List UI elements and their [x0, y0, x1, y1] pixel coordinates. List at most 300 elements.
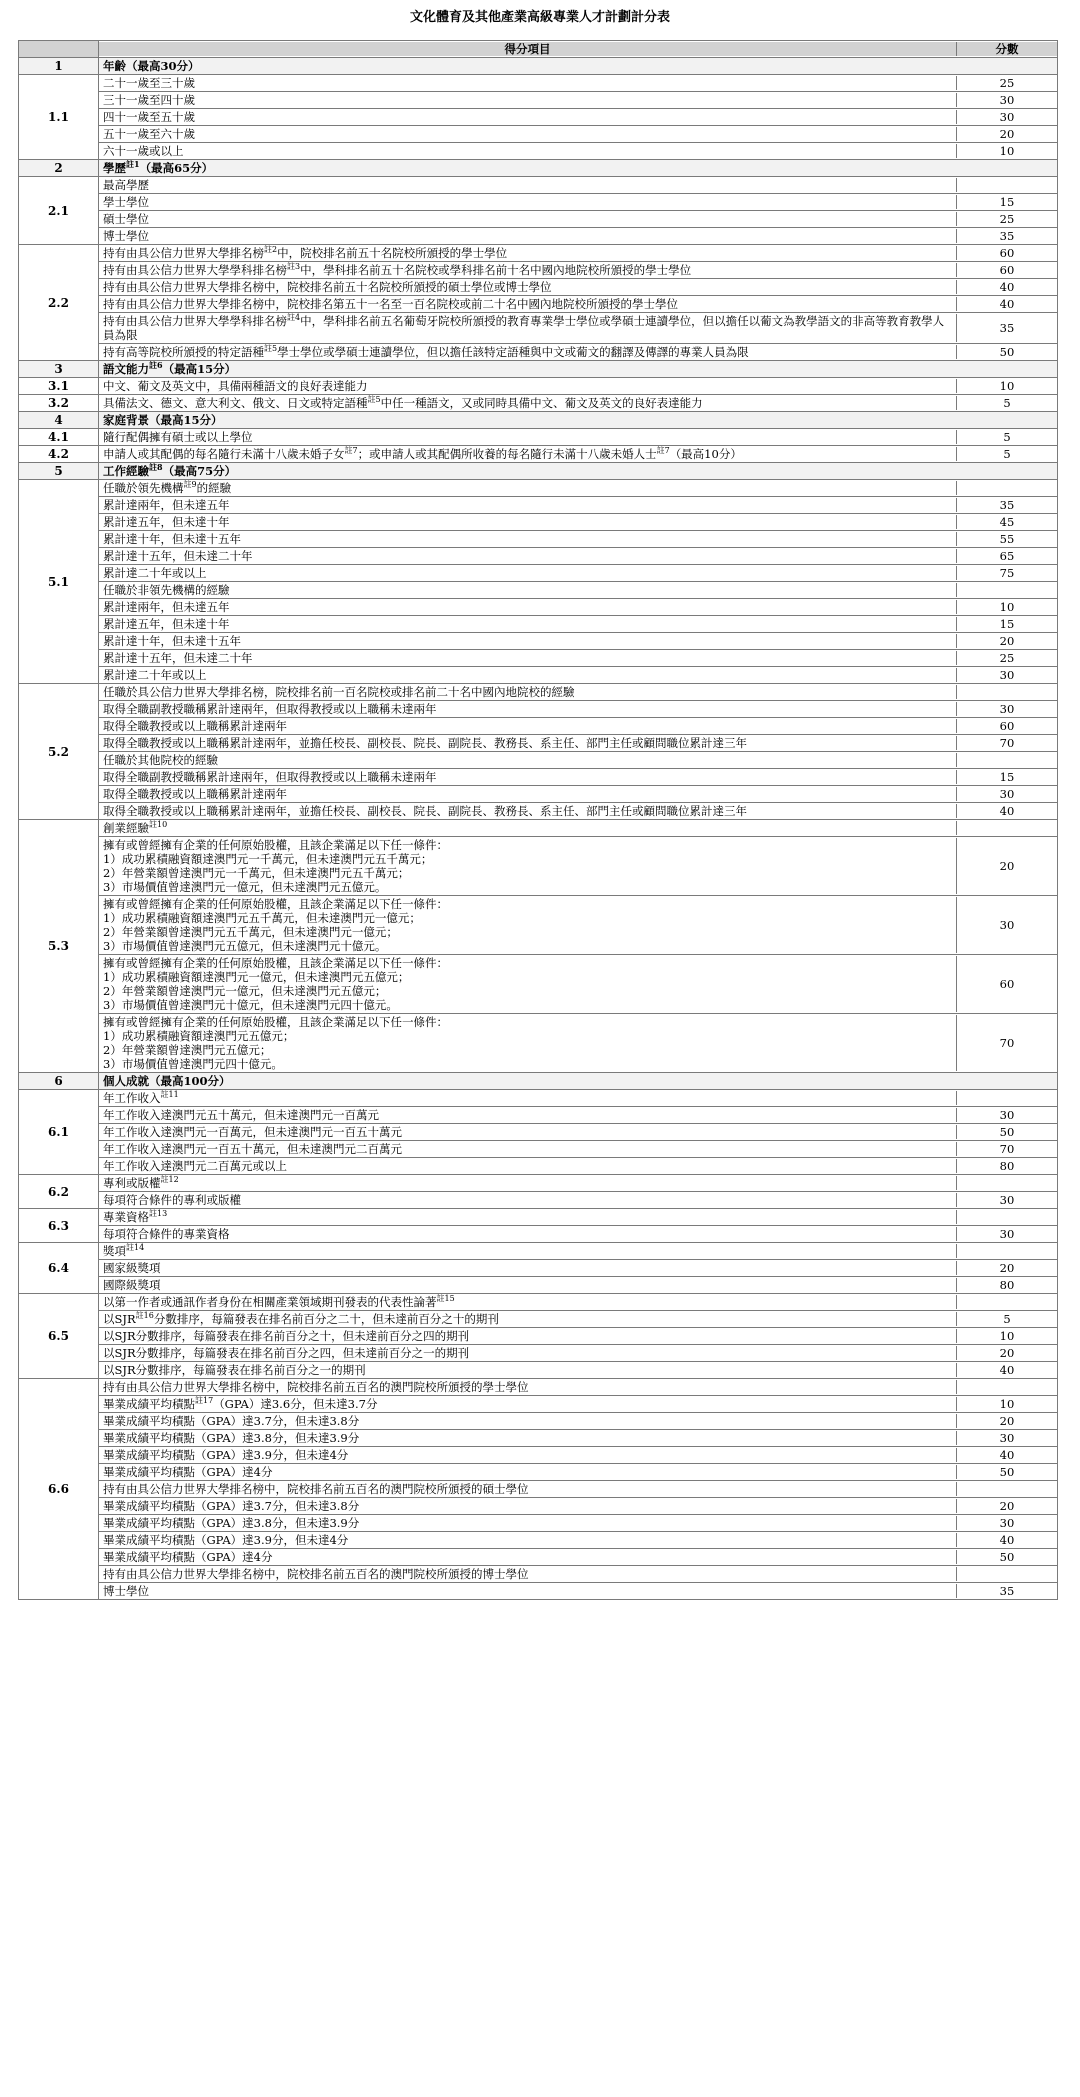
- criteria-line: [99, 1277, 1057, 1293]
- score-cell: 25: [999, 212, 1015, 226]
- item-description: [99, 1363, 957, 1377]
- score-cell: 15: [999, 195, 1015, 209]
- item-number: 6.5: [19, 1294, 99, 1378]
- item-text: 家庭背景（最高15分）: [103, 413, 223, 427]
- item-description: [99, 1142, 957, 1156]
- row-body: [99, 160, 1057, 176]
- item-description: [99, 498, 957, 512]
- item-description: [99, 297, 957, 311]
- item-description: [99, 719, 957, 733]
- criteria-line: [99, 378, 1057, 394]
- score-cell: 70: [999, 1036, 1015, 1050]
- criteria-line: [99, 296, 1057, 313]
- item-text: 畢業成績平均積點（GPA）達3.8分，但未達3.9分: [103, 1431, 360, 1445]
- item-number: 1: [19, 58, 99, 74]
- item-description: [99, 1176, 957, 1190]
- item-description: [99, 804, 957, 818]
- criteria-line: [99, 633, 1057, 650]
- item-text: 持有由具公信力世界大學排名榜中，院校排名前五百名的澳門院校所頒授的博士學位: [103, 1567, 529, 1581]
- item-text: 累計達十年，但未達十五年: [103, 532, 241, 546]
- item-description: [99, 897, 957, 953]
- item-text: 持有由具公信力世界大學排名榜中，院校排名前五百名的澳門院校所頒授的碩士學位: [103, 1482, 529, 1496]
- item-description: [99, 1015, 957, 1071]
- score-cell: [957, 1567, 1057, 1581]
- footnote-ref: 註5: [264, 344, 278, 354]
- section-heading: [99, 412, 1057, 428]
- item-description: [99, 263, 957, 277]
- score-cell: [957, 583, 1057, 597]
- score-cell: 60: [999, 719, 1015, 733]
- section-heading: [99, 160, 1057, 176]
- item-description: [99, 668, 957, 682]
- section-row: [18, 463, 1058, 480]
- item-text: 取得全職教授或以上職稱累計達兩年: [103, 719, 287, 733]
- criteria-row: [18, 1090, 1058, 1175]
- criteria-line: [99, 735, 1057, 752]
- criteria-line: [99, 565, 1057, 582]
- item-description: [99, 1380, 957, 1394]
- item-text: 累計達十五年，但未達二十年: [103, 549, 253, 563]
- score-cell: 35: [999, 1584, 1015, 1598]
- score-cell: 5: [1003, 396, 1011, 410]
- item-text: 擁有或曾經擁有企業的任何原始股權，且該企業滿足以下任一條件：: [103, 838, 448, 852]
- criteria-line: [99, 446, 1057, 462]
- item-text: 博士學位: [103, 1584, 149, 1598]
- item-description: [99, 345, 957, 359]
- item-description: [99, 787, 957, 801]
- section-heading: [99, 58, 1057, 74]
- row-body: [99, 684, 1057, 819]
- item-text: 畢業成績平均積點（GPA）達4分: [103, 1550, 273, 1564]
- criteria-row: [18, 245, 1058, 361]
- item-description: [99, 1567, 957, 1581]
- item-text: 隨行配偶擁有碩士或以上學位: [103, 430, 253, 444]
- criteria-line: [99, 514, 1057, 531]
- item-description: [99, 1108, 957, 1122]
- row-body: [99, 820, 1057, 1072]
- score-cell: 20: [999, 1414, 1015, 1428]
- item-text: 五十一歲至六十歲: [103, 127, 195, 141]
- footnote-ref: 註6: [149, 360, 163, 371]
- criteria-line: [99, 650, 1057, 667]
- criteria-line: [99, 1515, 1057, 1532]
- item-text: 累計達兩年，但未達五年: [103, 600, 230, 614]
- item-text: 博士學位: [103, 229, 149, 243]
- item-description: [99, 956, 957, 1012]
- criteria-line: [99, 1107, 1057, 1124]
- item-text: 取得全職教授或以上職稱累計達兩年，並擔任校長、副校長、院長、副院長、教務長、系主任、部門主任或顧問職位累計達三年: [103, 804, 747, 818]
- item-number: 6.3: [19, 1209, 99, 1242]
- criteria-line: [99, 211, 1057, 228]
- item-text: 畢業成績平均積點（GPA）達3.9分，但未達4分: [103, 1533, 349, 1547]
- header-item-label: 得分項目: [504, 42, 551, 56]
- score-cell: 65: [999, 549, 1015, 563]
- row-body: [99, 58, 1057, 74]
- item-description: [99, 1074, 1057, 1088]
- criteria-line: [99, 1396, 1057, 1413]
- criteria-line: [99, 684, 1057, 701]
- item-text: 任職於領先機構: [103, 481, 184, 495]
- item-text: 持有高等院校所頒授的特定語種: [103, 345, 264, 359]
- row-body: [99, 75, 1057, 159]
- item-text-suffix: ；或申請人或其配偶所收養的每名隨行未滿十八歲未婚人士: [357, 447, 657, 461]
- item-description: [99, 76, 957, 90]
- item-text: 3）市場價值曾達澳門元五億元，但未達澳門元十億元。: [103, 939, 387, 953]
- score-table: [18, 40, 1058, 1600]
- item-text-suffix: 學士學位或學碩士連讀學位，但以擔任該特定語種與中文或葡文的翻譯及傳譯的專業人員為限: [277, 345, 749, 359]
- criteria-line: [99, 1141, 1057, 1158]
- criteria-line: [99, 1413, 1057, 1430]
- criteria-line: [99, 1464, 1057, 1481]
- item-text: 個人成就（最高100分）: [103, 1074, 231, 1088]
- item-description: [99, 515, 957, 529]
- item-text: 學歷: [103, 161, 126, 175]
- item-text: 取得全職教授或以上職稱累計達兩年，並擔任校長、副校長、院長、副院長、教務長、系主任、部門主任或顧問職位累計達三年: [103, 736, 747, 750]
- item-text: 申請人或其配偶的每名隨行未滿十八歲未婚子女: [103, 447, 345, 461]
- item-text-suffix: （最高15分）: [162, 362, 237, 376]
- score-cell: 80: [999, 1278, 1015, 1292]
- criteria-row: [18, 1175, 1058, 1209]
- item-number: 3.1: [19, 378, 99, 394]
- item-number: 4: [19, 412, 99, 428]
- header-row: [18, 40, 1058, 58]
- score-cell: 40: [999, 297, 1015, 311]
- score-cell: 70: [999, 736, 1015, 750]
- item-text: 持有由具公信力世界大學學科排名榜: [103, 263, 287, 277]
- header-body: [99, 41, 1057, 57]
- item-number: 4.1: [19, 429, 99, 445]
- item-description: [99, 195, 957, 209]
- item-description: [99, 1244, 957, 1258]
- footnote-ref: 註3: [287, 262, 301, 272]
- item-text: 取得全職副教授職稱累計達兩年，但取得教授或以上職稱未達兩年: [103, 702, 437, 716]
- row-body: [99, 1379, 1057, 1599]
- header-score-label: 分數: [995, 42, 1019, 56]
- item-text: 學士學位: [103, 195, 149, 209]
- item-text-suffix: 中任一種語文，又或同時具備中文、葡文及英文的良好表達能力: [380, 396, 703, 410]
- item-text: 1）成功累積融資額達澳門元一千萬元，但未達澳門元五千萬元；: [103, 852, 433, 866]
- section-heading: [99, 463, 1057, 479]
- item-number: 2: [19, 160, 99, 176]
- item-number: 5.2: [19, 684, 99, 819]
- item-description: [99, 753, 957, 767]
- item-number: 6: [19, 1073, 99, 1089]
- row-body: [99, 361, 1057, 377]
- score-cell: 30: [999, 1516, 1015, 1530]
- item-text: 2）年營業額曾達澳門元五千萬元，但未達澳門元一億元；: [103, 925, 398, 939]
- criteria-row: [18, 429, 1058, 446]
- score-cell: 25: [999, 651, 1015, 665]
- item-text: 年工作收入: [103, 1091, 161, 1105]
- criteria-line: [99, 1260, 1057, 1277]
- row-body: [99, 463, 1057, 479]
- item-text: 畢業成績平均積點（GPA）達3.7分，但未達3.8分: [103, 1499, 360, 1513]
- criteria-line: [99, 718, 1057, 735]
- score-cell: 10: [999, 1329, 1015, 1343]
- criteria-row: [18, 446, 1058, 463]
- item-text: 專業資格: [103, 1210, 149, 1224]
- item-description: [99, 634, 957, 648]
- item-text: 任職於具公信力世界大學排名榜，院校排名前一百名院校或排名前二十名中國內地院校的經驗: [103, 685, 575, 699]
- item-description: [99, 1499, 957, 1513]
- item-description: [99, 770, 957, 784]
- score-cell: 20: [999, 127, 1015, 141]
- row-body: [99, 1243, 1057, 1293]
- item-text: 國際級獎項: [103, 1278, 161, 1292]
- item-description: [99, 1397, 957, 1411]
- item-text: 持有由具公信力世界大學排名榜中，院校排名第五十一名至一百名院校或前二十名中國內地院校所頒授的學士學位: [103, 297, 678, 311]
- page-title: 文化體育及其他產業高級專業人才計劃計分表: [409, 10, 670, 25]
- item-text: 碩士學位: [103, 212, 149, 226]
- item-description: [99, 430, 957, 444]
- item-text: 年工作收入達澳門元一百五十萬元，但未達澳門元二百萬元: [103, 1142, 402, 1156]
- item-description: [99, 583, 957, 597]
- score-cell: 10: [999, 600, 1015, 614]
- item-text: 畢業成績平均積點（GPA）達4分: [103, 1465, 273, 1479]
- score-cell: 20: [999, 859, 1015, 873]
- item-description: [99, 447, 957, 461]
- item-number: 6.6: [19, 1379, 99, 1599]
- item-description: [99, 1278, 957, 1292]
- item-text: 年齡（最高30分）: [103, 59, 200, 73]
- score-cell: 35: [999, 321, 1015, 335]
- item-text: 累計達十年，但未達十五年: [103, 634, 241, 648]
- footnote-ref: 註14: [126, 1243, 145, 1253]
- item-description: [99, 1227, 957, 1241]
- item-text: 四十一歲至五十歲: [103, 110, 195, 124]
- item-number: 5.1: [19, 480, 99, 683]
- item-text: 1）成功累積融資額達澳門元一億元，但未達澳門元五億元；: [103, 970, 410, 984]
- footnote-ref: 註1: [126, 159, 140, 170]
- item-text: 擁有或曾經擁有企業的任何原始股權，且該企業滿足以下任一條件：: [103, 1015, 448, 1029]
- item-text-suffix: 分數排序，每篇發表在排名前百分之二十，但未達前百分之十的期刊: [153, 1312, 499, 1326]
- item-text: 取得全職教授或以上職稱累計達兩年: [103, 787, 287, 801]
- score-cell: 50: [999, 1465, 1015, 1479]
- criteria-row: [18, 1243, 1058, 1294]
- item-text: 累計達二十年或以上: [103, 668, 207, 682]
- section-row: [18, 160, 1058, 177]
- item-text: 專利或版權: [103, 1176, 161, 1190]
- footnote-ref: 註11: [160, 1090, 179, 1100]
- criteria-line: [99, 143, 1057, 159]
- score-cell: 30: [999, 1193, 1015, 1207]
- criteria-line: [99, 786, 1057, 803]
- item-text: 任職於其他院校的經驗: [103, 753, 218, 767]
- criteria-line: [99, 1481, 1057, 1498]
- score-cell: 80: [999, 1159, 1015, 1173]
- score-cell: [957, 1210, 1057, 1224]
- item-text: 三十一歲至四十歲: [103, 93, 195, 107]
- criteria-line: [99, 803, 1057, 819]
- item-description: [99, 413, 1057, 427]
- score-cell: [957, 178, 1057, 192]
- criteria-line: [99, 667, 1057, 683]
- item-text: 具備法文、德文、意大利文、俄文、日文或特定語種: [103, 396, 368, 410]
- item-text: 2）年營業額曾達澳門元一億元，但未達澳門元五億元；: [103, 984, 387, 998]
- item-text: 2）年營業額曾達澳門元一千萬元，但未達澳門元五千萬元；: [103, 866, 410, 880]
- item-description: [99, 1193, 957, 1207]
- criteria-line: [99, 279, 1057, 296]
- score-cell: 5: [1003, 447, 1011, 461]
- item-number: 6.4: [19, 1243, 99, 1293]
- item-text: 持有由具公信力世界大學排名榜: [103, 246, 264, 260]
- footnote-ref: 註4: [287, 313, 301, 323]
- row-body: [99, 1090, 1057, 1174]
- item-text: 以第一作者或通訊作者身份在相關產業領域期刊發表的代表性論著: [103, 1295, 437, 1309]
- criteria-row: [18, 820, 1058, 1073]
- score-cell: 5: [1003, 430, 1011, 444]
- criteria-line: [99, 344, 1057, 360]
- item-text: 任職於非領先機構的經驗: [103, 583, 230, 597]
- item-description: [99, 1431, 957, 1445]
- score-cell: 75: [999, 566, 1015, 580]
- item-text: 每項符合條件的專利或版權: [103, 1193, 241, 1207]
- score-cell: 55: [999, 532, 1015, 546]
- score-cell: 5: [1003, 1312, 1011, 1326]
- score-cell: 60: [999, 977, 1015, 991]
- criteria-line: [99, 1311, 1057, 1328]
- item-description: [99, 1295, 957, 1309]
- item-number: 6.1: [19, 1090, 99, 1174]
- footnote-ref: 註2: [264, 245, 278, 255]
- item-text: 畢業成績平均積點（GPA）達3.9分，但未達4分: [103, 1448, 349, 1462]
- score-cell: 30: [999, 702, 1015, 716]
- criteria-line: [99, 1209, 1057, 1226]
- criteria-line: [99, 1362, 1057, 1378]
- criteria-row: [18, 684, 1058, 820]
- item-description: [99, 379, 957, 393]
- criteria-line: [99, 429, 1057, 445]
- score-cell: 20: [999, 1261, 1015, 1275]
- criteria-line: [99, 177, 1057, 194]
- item-description: [99, 532, 957, 546]
- score-cell: 70: [999, 1142, 1015, 1156]
- item-text: 獎項: [103, 1244, 126, 1258]
- item-description: [99, 144, 957, 158]
- score-cell: [957, 1091, 1057, 1105]
- score-cell: 30: [999, 668, 1015, 682]
- row-body: [99, 177, 1057, 244]
- item-text: 工作經驗: [103, 464, 149, 478]
- item-text: 以SJR分數排序，每篇發表在排名前百分之四，但未達前百分之一的期刊: [103, 1346, 470, 1360]
- item-text: 2）年營業額曾達澳門元五億元；: [103, 1043, 272, 1057]
- item-description: [99, 1346, 957, 1360]
- item-description: [99, 178, 957, 192]
- item-text: 以SJR分數排序，每篇發表在排名前百分之一的期刊: [103, 1363, 366, 1377]
- item-description: [99, 481, 957, 495]
- criteria-line: [99, 1243, 1057, 1260]
- header-item: [99, 42, 957, 56]
- criteria-row: [18, 1294, 1058, 1379]
- score-cell: 20: [999, 1499, 1015, 1513]
- section-row: [18, 1073, 1058, 1090]
- score-cell: 35: [999, 498, 1015, 512]
- item-description: [99, 59, 1057, 73]
- score-cell: 10: [999, 379, 1015, 393]
- section-row: [18, 58, 1058, 75]
- item-text: 擁有或曾經擁有企業的任何原始股權，且該企業滿足以下任一條件：: [103, 956, 448, 970]
- item-text: 累計達十五年，但未達二十年: [103, 651, 253, 665]
- item-description: [99, 1159, 957, 1173]
- item-text: 取得全職副教授職稱累計達兩年，但取得教授或以上職稱未達兩年: [103, 770, 437, 784]
- score-cell: 30: [999, 93, 1015, 107]
- item-text: 語文能力: [103, 362, 149, 376]
- section-row: [18, 361, 1058, 378]
- item-text: 持有由具公信力世界大學排名榜中，院校排名前五十名院校所頒授的碩士學位或博士學位: [103, 280, 552, 294]
- item-text: 累計達五年，但未達十年: [103, 617, 230, 631]
- row-body: [99, 429, 1057, 445]
- score-cell: 40: [999, 280, 1015, 294]
- item-text-suffix: （最高10分）: [669, 447, 742, 461]
- item-number: 3: [19, 361, 99, 377]
- item-description: [99, 280, 957, 294]
- item-text: 累計達五年，但未達十年: [103, 515, 230, 529]
- item-description: [99, 1414, 957, 1428]
- item-description: [99, 1465, 957, 1479]
- score-cell: 50: [999, 1125, 1015, 1139]
- item-description: [99, 161, 1057, 175]
- score-cell: 15: [999, 770, 1015, 784]
- score-cell: 60: [999, 263, 1015, 277]
- item-description: [99, 600, 957, 614]
- section-row: [18, 412, 1058, 429]
- score-cell: 45: [999, 515, 1015, 529]
- criteria-line: [99, 616, 1057, 633]
- score-cell: 30: [999, 1227, 1015, 1241]
- item-description: [99, 212, 957, 226]
- score-cell: [957, 1295, 1057, 1309]
- item-number: 6.2: [19, 1175, 99, 1208]
- score-cell: 40: [999, 1533, 1015, 1547]
- criteria-line: [99, 769, 1057, 786]
- item-text: 以SJR: [103, 1312, 136, 1326]
- item-text: 畢業成績平均積點（GPA）達3.7分，但未達3.8分: [103, 1414, 360, 1428]
- criteria-line: [99, 1566, 1057, 1583]
- item-description: [99, 1448, 957, 1462]
- footnote-ref: 註12: [160, 1175, 179, 1185]
- header-id-cell: [19, 41, 99, 57]
- criteria-line: [99, 1430, 1057, 1447]
- criteria-line: [99, 1090, 1057, 1107]
- item-description: [99, 549, 957, 563]
- footnote-ref: 註5: [367, 395, 381, 405]
- criteria-row: [18, 1209, 1058, 1243]
- item-description: [99, 1482, 957, 1496]
- footnote-ref: 註15: [436, 1294, 455, 1304]
- item-text: 二十一歲至三十歲: [103, 76, 195, 90]
- criteria-line: [99, 1498, 1057, 1515]
- header-line: [99, 41, 1057, 57]
- item-text-suffix: 中，學科排名前五名葡萄牙院校所頒授的教育專業學士學位或學碩士連讀學位，但以擔任以葡文為教學語文的非高等教育教學人員為限: [103, 314, 945, 342]
- score-cell: [957, 1380, 1057, 1394]
- item-text: 擁有或曾經擁有企業的任何原始股權，且該企業滿足以下任一條件：: [103, 897, 448, 911]
- criteria-line: [99, 1124, 1057, 1141]
- criteria-row: [18, 177, 1058, 245]
- criteria-line: [99, 896, 1057, 955]
- score-cell: 30: [999, 918, 1015, 932]
- footnote-ref: 註8: [149, 462, 163, 473]
- score-cell: [957, 753, 1057, 767]
- score-cell: 40: [999, 804, 1015, 818]
- row-body: [99, 1175, 1057, 1208]
- score-cell: 30: [999, 1108, 1015, 1122]
- criteria-line: [99, 109, 1057, 126]
- criteria-row: [18, 378, 1058, 395]
- row-body: [99, 412, 1057, 428]
- item-text-suffix: 中，院校排名前五十名院校所頒授的學士學位: [277, 246, 508, 260]
- item-description: [99, 821, 957, 835]
- criteria-line: [99, 1014, 1057, 1072]
